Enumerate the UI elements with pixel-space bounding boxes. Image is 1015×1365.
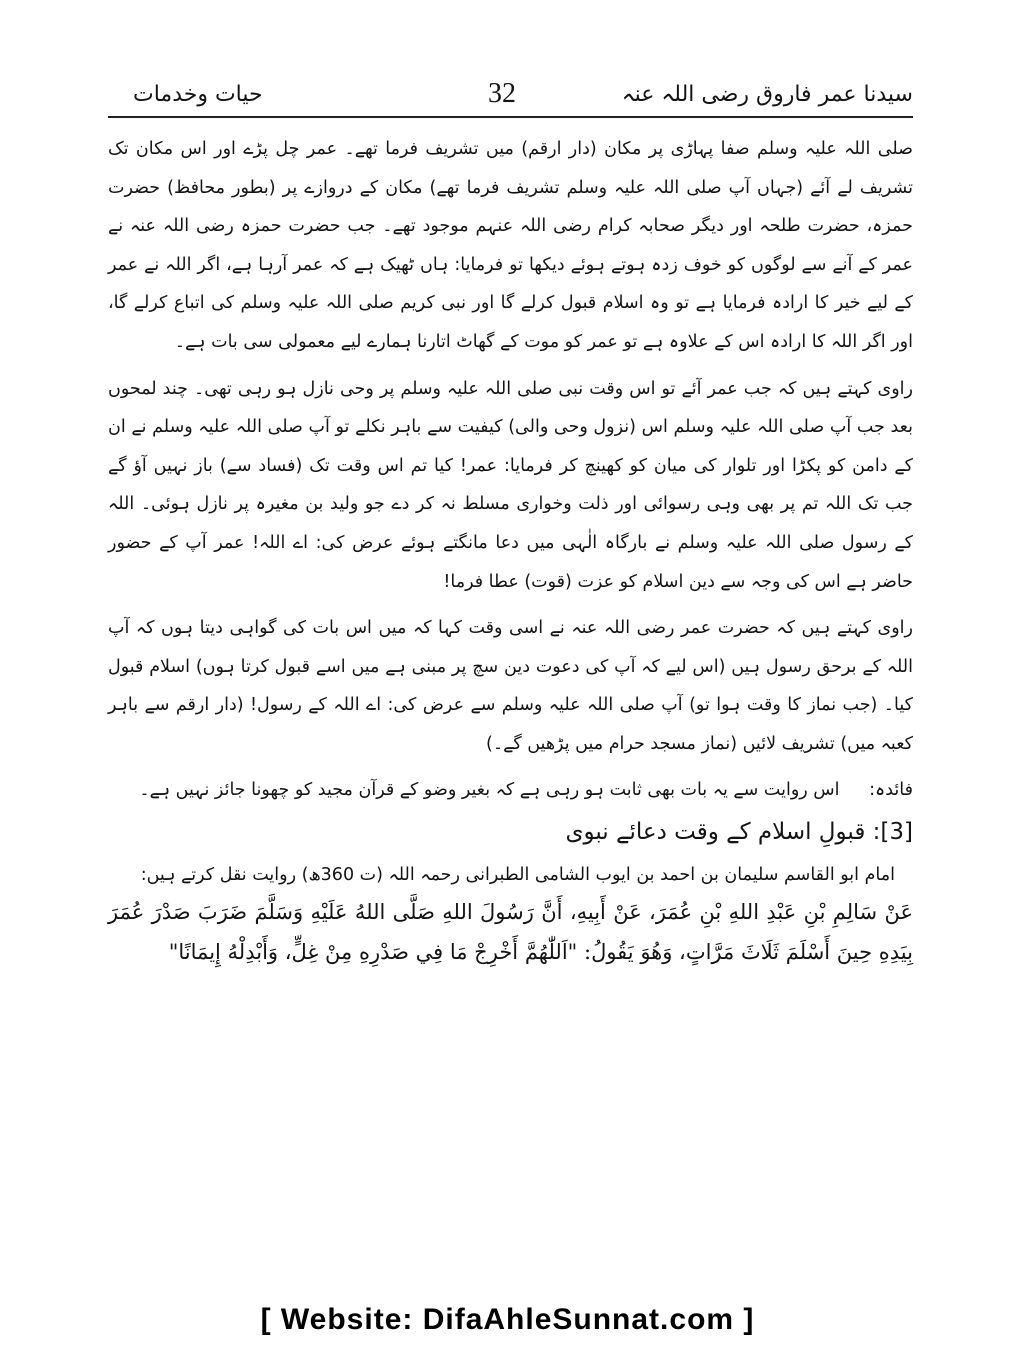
section-title: حیات وخدمات (133, 82, 263, 107)
paragraph: راوی کہتے ہیں کہ حضرت عمر رضی اللہ عنہ نے اسی وقت کہا کہ میں اس بات کی گواہی دیتا ہوں کہ آپ اللہ کے برحق رسول ہیں (اس لیے کہ آپ کی دعوت دین سچ پر مبنی ہے میں اسے قبول کرتا ہوں) اسلام قبول کیا۔ (جب نماز کا وقت ہوا تو) آپ صلی اللہ علیہ وسلم سے عرض کی: اے اللہ کے رسول! (دار ارقم سے باہر کعبہ میں) تشریف لائیں (نماز مسجد حرام میں پڑھیں گے۔) (108, 618, 913, 754)
narration-intro: امام ابو القاسم سلیمان بن احمد بن ایوب الشامی الطبرانی رحمہ اللہ (ت 360ھ) روایت نقل کرتے ہیں: (140, 864, 895, 885)
book-title: سیدنا عمر فاروق رضی اللہ عنہ (621, 82, 913, 107)
paragraph: راوی کہتے ہیں کہ جب عمر آئے تو اس وقت نبی صلی اللہ علیہ وسلم پر وحی نازل ہو رہی تھی۔ چند لمحوں بعد جب آپ صلی اللہ علیہ وسلم اس (نزول وحی والی) کیفیت سے باہر نکلے تو آپ صلی اللہ علیہ وسلم نے ان کے دامن کو پکڑا اور تلوار کی میان کو کھینچ کر فرمایا: عمر! کیا تم اس وقت تک (فساد سے) باز نہیں آؤ گے جب تک اللہ تم پر بھی وہی رسوائی اور ذلت وخواری مسلط نہ کر دے جو ولید بن مغیرہ پر نازل ہوئی۔ اللہ کے رسول صلی اللہ علیہ وسلم نے بارگاہ الٰہی میں دعا مانگتے ہوئے عرض کی: اے اللہ! عمر آپ کے حضور حاضر ہے اس کی وجہ سے دین اسلام کو عزت (قوت) عطا فرما! (108, 378, 913, 592)
benefit-note (108, 772, 913, 808)
page-number: 32 (488, 78, 516, 109)
arabic-hadith-text: عَنْ سَالِمِ بْنِ عَبْدِ اللهِ بْنِ عُمَرَ، عَنْ أَبِيهِ، أَنَّ رَسُولَ اللهِ صَلَّى اللهُ عَلَيْهِ وَسَلَّمَ ضَرَبَ صَدْرَ عُمَرَ بِيَدِهِ حِينَ أَسْلَمَ ثَلَاثَ مَرَّاتٍ، وَهُوَ يَقُولُ: "اَللّٰهُمَّ أَخْرِجْ مَا فِي صَدْرِهِ مِنْ غِلٍّ، وَأَبْدِلْهُ إِيمَانًا" (108, 899, 913, 964)
header-divider (108, 116, 913, 118)
page-body (108, 130, 913, 972)
paragraph: صلی اللہ علیہ وسلم صفا پہاڑی پر مکان (دار ارقم) میں تشریف فرما تھے۔ عمر چل پڑے اور اس مکان تک تشریف لے آئے (جہاں آپ صلی اللہ علیہ وسلم تشریف فرما تھے) مکان کے دروازے پر (بطور محافظ) حضرت حمزہ، حضرت طلحہ اور دیگر صحابہ کرام رضی اللہ عنہم موجود تھے۔ جب حضرت حمزہ رضی اللہ عنہ نے عمر کے آنے سے لوگوں کو خوف زدہ ہوتے ہوئے دیکھا تو فرمایا: ہاں ٹھیک ہے کہ عمر آرہا ہے، اگر اللہ نے عمر کے لیے خیر کا ارادہ فرمایا ہے تو وہ اسلام قبول کرلے گا اور نبی کریم صلی اللہ علیہ وسلم کی اتباع کرلے گا، اور اگر اللہ کا ارادہ اس کے علاوہ ہے تو عمر کو موت کے گھاٹ اتارنا ہمارے لیے معمولی سی بات ہے۔ (108, 139, 913, 352)
page-header (108, 78, 913, 116)
benefit-label: فائدہ: (869, 779, 913, 800)
section-heading: [3]: قبولِ اسلام کے وقت دعائے نبوی (565, 818, 913, 845)
benefit-text: اس روایت سے یہ بات بھی ثابت ہو رہی ہے کہ بغیر وضو کے قرآن مجید کو چھونا جائز نہیں ہے۔ (139, 779, 840, 800)
website-footer: [ Website: DifaAhleSunnat.com ] (260, 1303, 755, 1336)
